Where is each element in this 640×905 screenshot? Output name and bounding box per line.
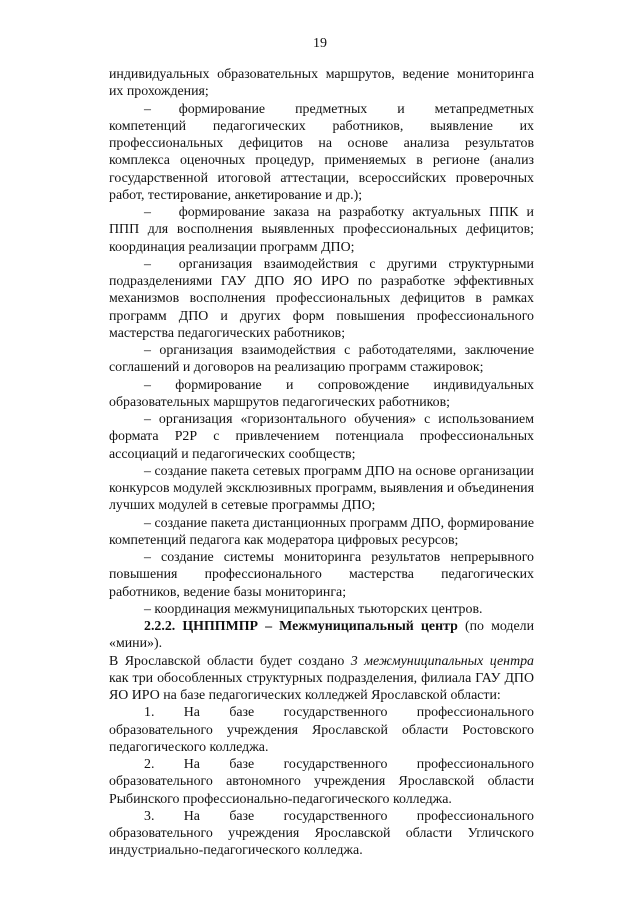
bullet-item: – организация взаимодействия с другими структурными подразделениями ГАУ ДПО ЯО ИРО по разработке эффективных механизмов восполнения профессиональных дефицитов в рамках программ ДПО и других форм повышения профессионального мастерства педагогических работников;	[109, 256, 534, 341]
bullet-item: – формирование заказа на разработку актуальных ППК и ППП для восполнения выявленных профессиональных дефицитов; координация реализации программ ДПО;	[109, 205, 534, 255]
numbered-item: 2. На базе государственного профессионального образовательного автономного учреждения Ярославской области Рыбинского профессионально-педагогического колледжа.	[109, 757, 534, 807]
section-heading	[109, 618, 534, 653]
numbered-item: 1. На базе государственного профессионального образовательного учреждения Ярославской области Ростовского педагогического колледжа.	[109, 705, 534, 755]
bullet-item: – создание пакета дистанционных программ ДПО, формирование компетенций педагога как модератора цифровых ресурсов;	[109, 515, 534, 548]
bullet-item: – создание пакета сетевых программ ДПО на основе организации конкурсов модулей эксклюзивных программ, выявления и объединения лучших модулей в сетевые программы ДПО;	[109, 463, 534, 514]
paragraph-continuation: индивидуальных образовательных маршрутов, ведение мониторинга их прохождения;	[109, 67, 534, 100]
section-intro-emphasis: 3 межмуниципальных центра	[350, 653, 534, 669]
bullet-item: – координация межмуниципальных тьюторских центров.	[144, 601, 483, 617]
page-number: 19	[313, 36, 327, 51]
section-intro	[109, 653, 534, 705]
bullet-item: – формирование и сопровождение индивидуальных образовательных маршрутов педагогических работников;	[109, 377, 534, 410]
section-intro-end: как три обособленных структурных подразделения, филиала ГАУ ДПО ЯО ИРО на базе педагогических колледжей Ярославской области:	[109, 670, 534, 703]
bullet-item: – организация взаимодействия с работодателями, заключение соглашений и договоров на реализацию программ стажировок;	[109, 343, 534, 376]
section-heading-note: (по модели «мини»).	[109, 619, 534, 652]
bullet-item: – формирование предметных и метапредметных компетенций педагогических работников, выявление их профессиональных дефицитов на основе анализа результатов комплекса оценочных процедур, применяемых в регионе (анализ государственной итоговой аттестации, всероссийских проверочных работ, тестирование, анкетирование и др.);	[109, 101, 534, 203]
bullet-item: – организация «горизонтального обучения» с использованием формата Р2Р с привлечением потенциала профессиональных ассоциаций и педагогических сообществ;	[109, 412, 534, 462]
bullet-item: – создание системы мониторинга результатов непрерывного повышения профессионального мастерства педагогических работников, ведение базы мониторинга;	[109, 550, 534, 600]
document-body	[109, 66, 534, 860]
section-intro-start: В Ярославской области будет создано	[109, 653, 351, 669]
section-heading-title: 2.2.2. ЦНППМПР – Межмуниципальный центр	[144, 619, 458, 634]
numbered-item: 3. На базе государственного профессионального образовательного учреждения Ярославской области Угличского индустриально-педагогического колледжа.	[109, 808, 534, 859]
